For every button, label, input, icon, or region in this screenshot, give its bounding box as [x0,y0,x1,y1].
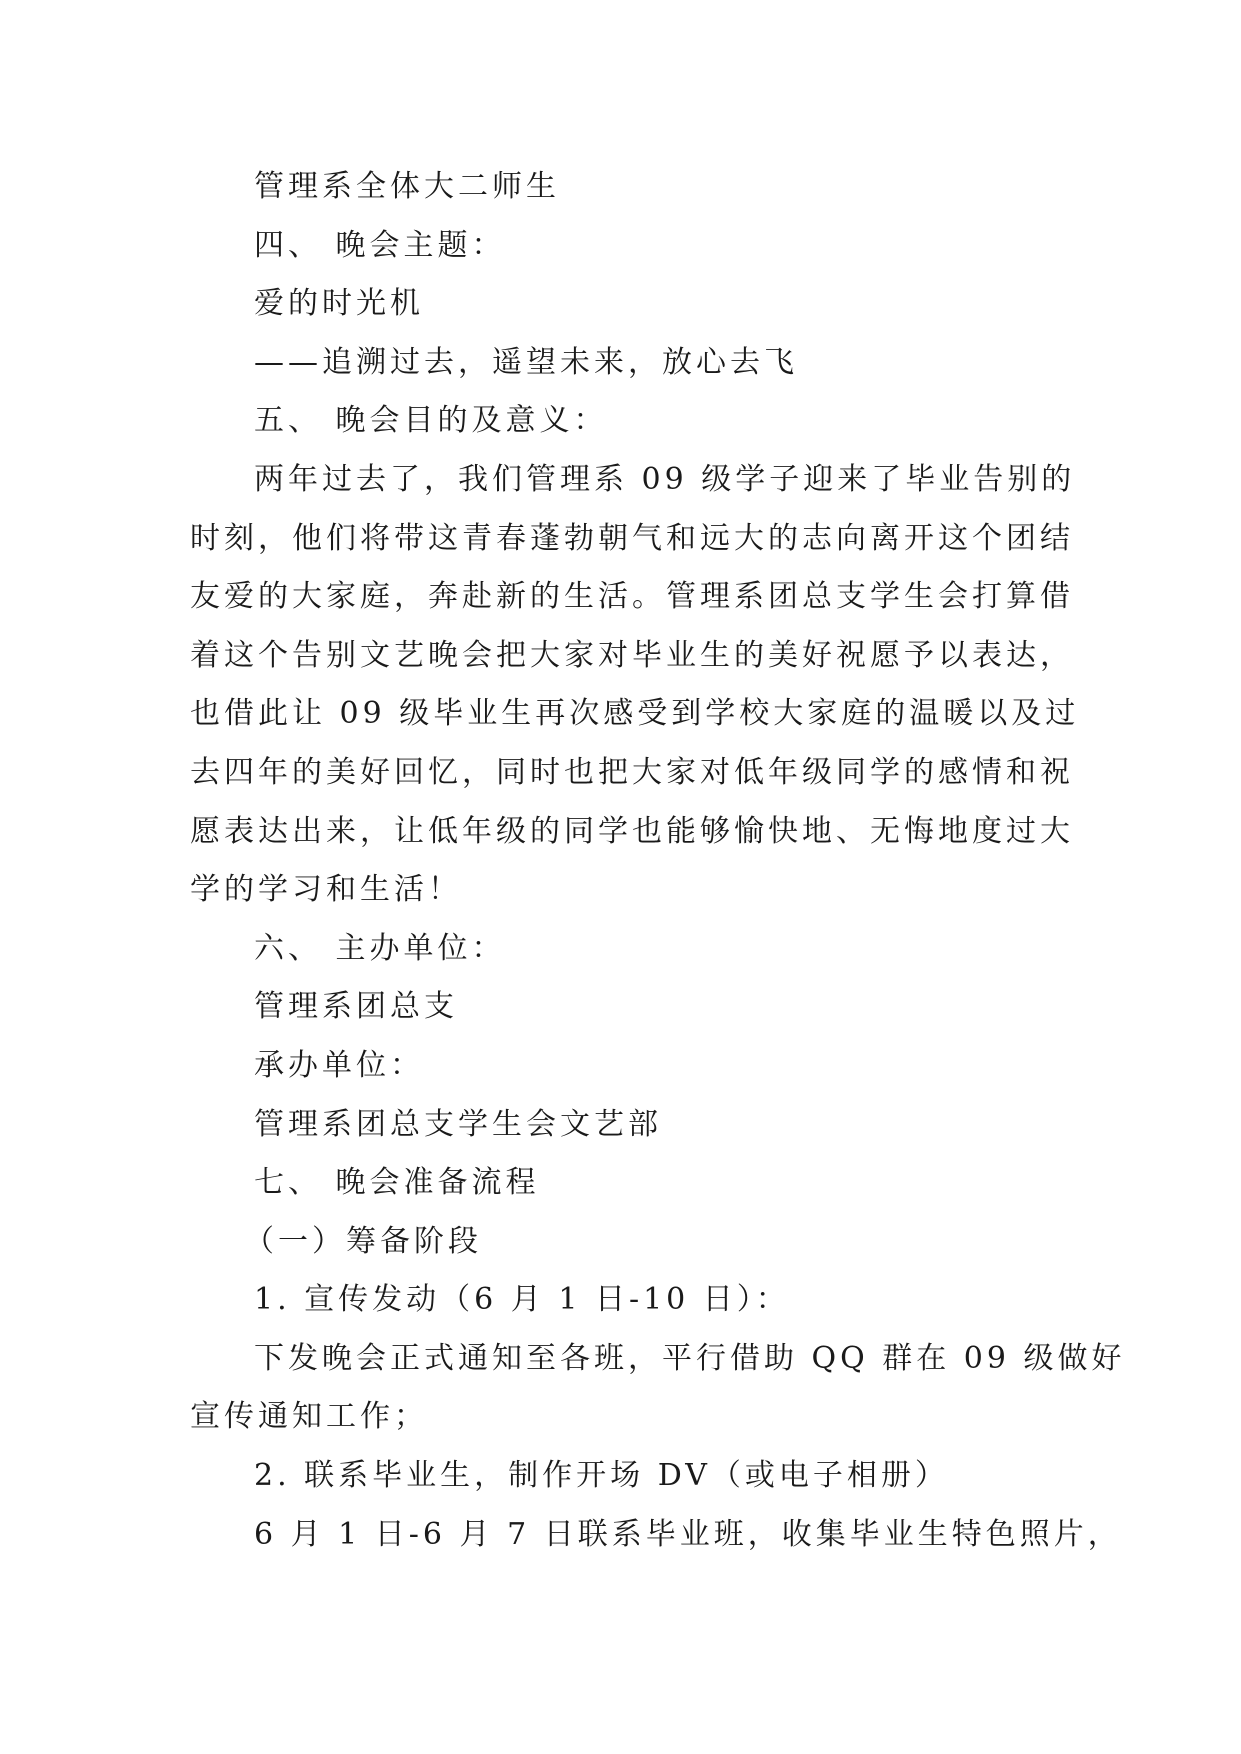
section-heading: 四、 晚会主题： [254,227,506,263]
paragraph-line: 着这个告别文艺晚会把大家对毕业生的美好祝愿予以表达， [190,637,1074,673]
text-line: ——追溯过去，遥望未来，放心去飞 [254,344,798,380]
paragraph-line: 友爱的大家庭，奔赴新的生活。管理系团总支学生会打算借 [190,579,1074,615]
text-line: 承办单位： [254,1047,424,1083]
list-item-heading: 1. 宣传发动（6 月 1 日-10 日）： [254,1282,790,1318]
text-line: 管理系团总支学生会文艺部 [254,1106,662,1142]
paragraph-line: 愿表达出来，让低年级的同学也能够愉快地、无悔地度过大 [190,813,1074,849]
section-heading: 七、 晚会准备流程 [254,1165,540,1201]
paragraph-line: 也借此让 09 级毕业生再次感受到学校大家庭的温暖以及过 [190,696,1080,732]
paragraph-line: 学的学习和生活！ [190,872,462,908]
paragraph-line: 两年过去了，我们管理系 09 级学子迎来了毕业告别的 [254,461,1076,497]
paragraph-line: 去四年的美好回忆，同时也把大家对低年级同学的感情和祝 [190,754,1074,790]
subsection-heading: （一）筹备阶段 [244,1223,482,1259]
text-line: 爱的时光机 [254,286,424,322]
text-line: 管理系团总支 [254,989,458,1025]
document-body [190,158,1126,1564]
paragraph-line: 下发晚会正式通知至各班，平行借助 QQ 群在 09 级做好 [254,1340,1126,1376]
list-item-heading: 2. 联系毕业生，制作开场 DV（或电子相册） [254,1458,949,1494]
paragraph-line: 时刻，他们将带这青春蓬勃朝气和远大的志向离开这个团结 [190,520,1074,556]
section-heading: 六、 主办单位： [254,930,506,966]
paragraph-line: 6 月 1 日-6 月 7 日联系毕业班，收集毕业生特色照片， [254,1516,1122,1552]
section-heading: 五、 晚会目的及意义： [254,403,608,439]
text-line: 管理系全体大二师生 [254,169,560,204]
paragraph-line: 宣传通知工作； [190,1399,428,1435]
